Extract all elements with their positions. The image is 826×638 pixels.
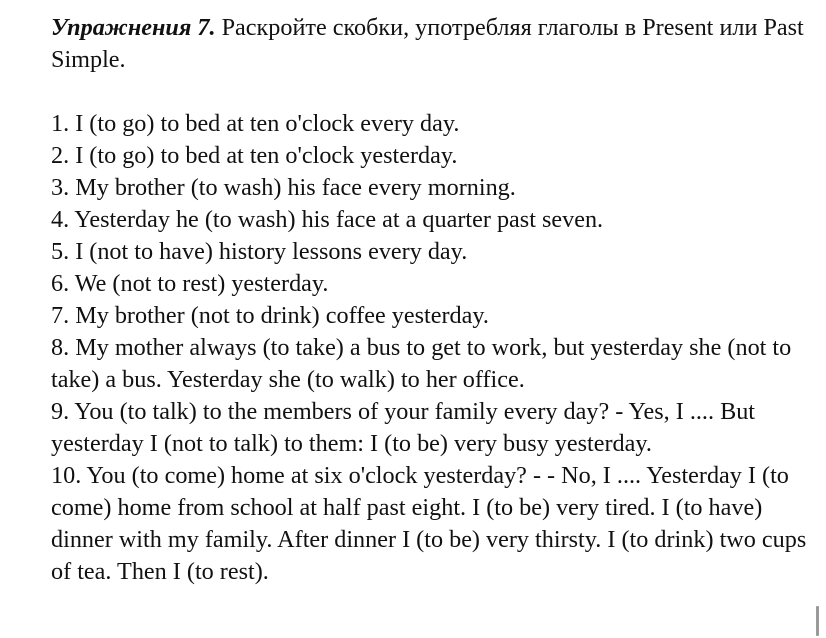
exercise-item-7: 7. My brother (not to drink) coffee yesterday. bbox=[51, 302, 489, 329]
exercise-item-5: 5. I (not to have) history lessons every day. bbox=[51, 238, 468, 265]
exercise-document bbox=[51, 12, 816, 588]
exercise-instruction: Раскройте скобки, употребляя глаголы в Present или Past Simple. bbox=[51, 14, 804, 73]
exercise-item-6: 6. We (not to rest) yesterday. bbox=[51, 270, 329, 297]
exercise-item-3: 3. My brother (to wash) his face every morning. bbox=[51, 174, 516, 201]
exercise-heading bbox=[51, 12, 816, 76]
exercise-item-9: 9. You (to talk) to the members of your family every day? - Yes, I .... But yesterday I (not to talk) to them: I (to be) very busy yesterday. bbox=[51, 398, 756, 457]
scrollbar-thumb[interactable] bbox=[816, 606, 819, 636]
exercise-item-4: 4. Yesterday he (to wash) his face at a quarter past seven. bbox=[51, 206, 604, 233]
exercise-item-10: 10. You (to come) home at six o'clock yesterday? - - No, I .... Yesterday I (to come) home from school at half past eight. I (to be) very tired. I (to have) dinner with my family. After dinner I (to be) very thirsty. I (to drink) two cups of tea. Then I (to rest). bbox=[51, 462, 807, 585]
exercise-item-8: 8. My mother always (to take) a bus to get to work, but yesterday she (not to take) a bus. Yesterday she (to walk) to her office. bbox=[51, 334, 792, 393]
exercise-item-1: 1. I (to go) to bed at ten o'clock every day. bbox=[51, 110, 460, 137]
exercise-title: Упражнения 7. bbox=[51, 14, 216, 41]
blank-line bbox=[51, 76, 816, 108]
exercise-item-2: 2. I (to go) to bed at ten o'clock yesterday. bbox=[51, 142, 458, 169]
